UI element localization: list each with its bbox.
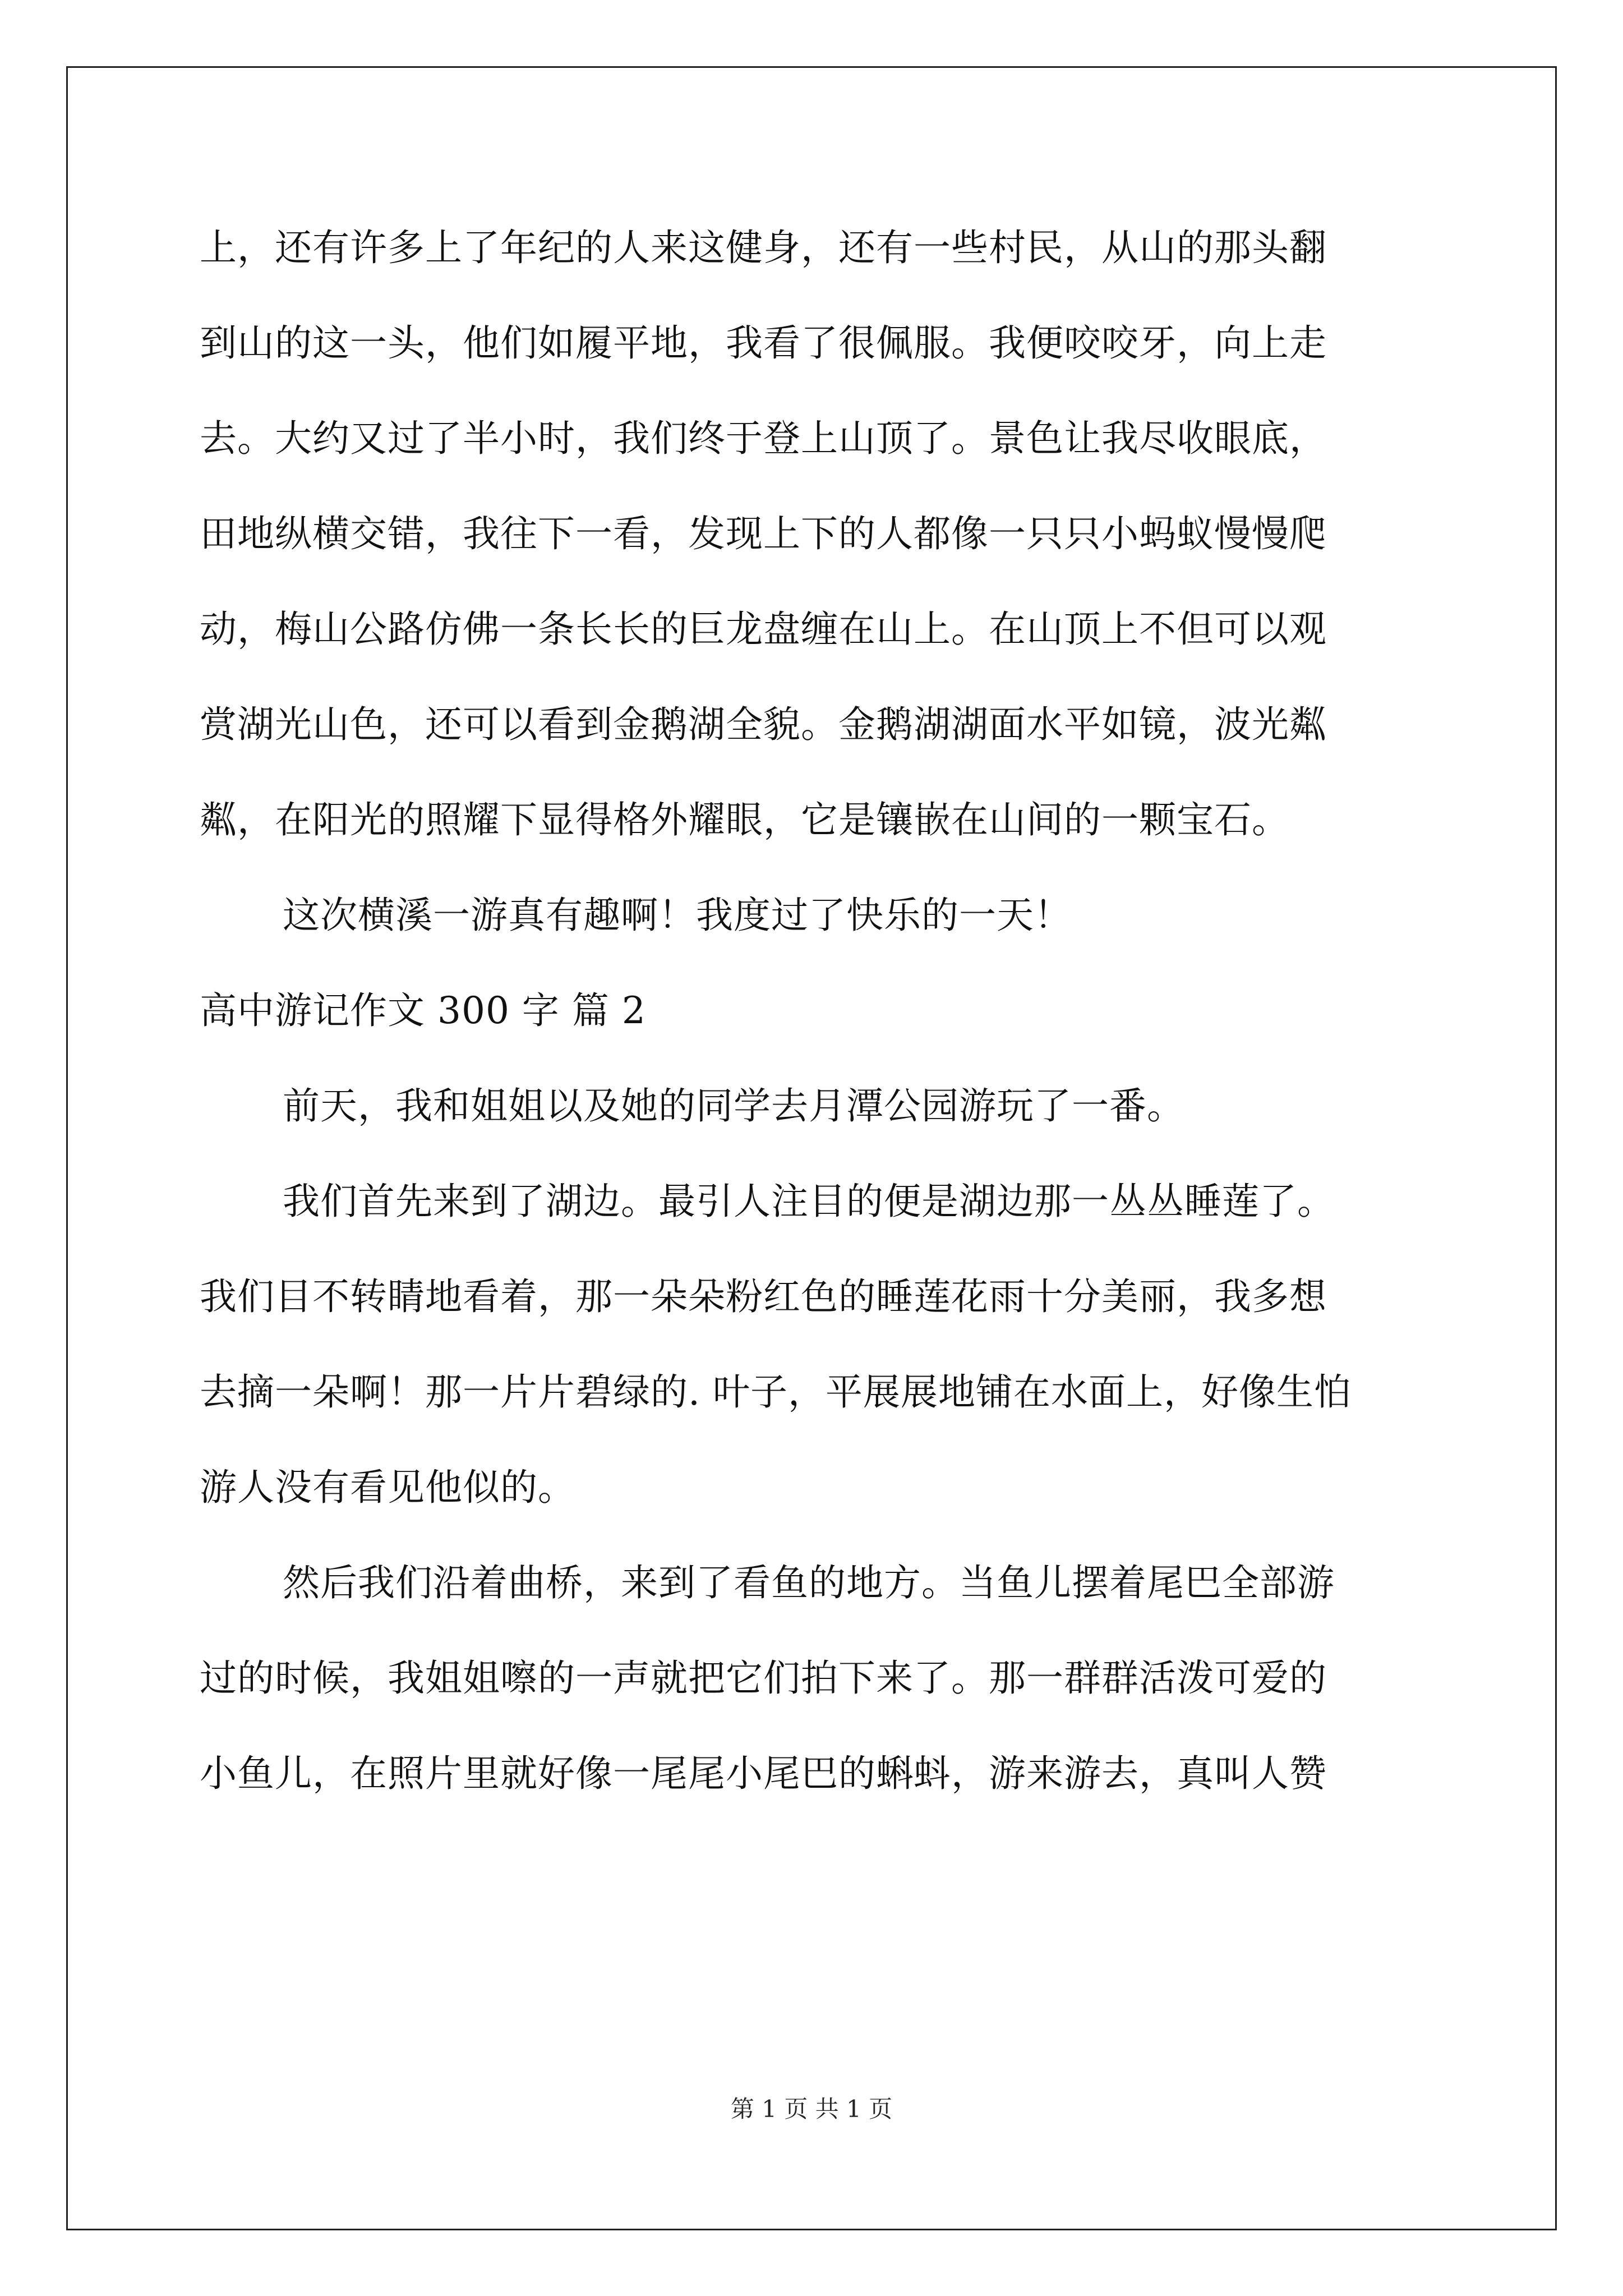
text-line: 小鱼儿，在照片里就好像一尾尾小尾巴的蝌蚪，游来游去，真叫人赞: [200, 1752, 1327, 1795]
text-line: 过的时候，我姐姐嚓的一声就把它们拍下来了。那一群群活泼可爱的: [200, 1657, 1327, 1700]
text-line: 上，还有许多上了年纪的人来这健身，还有一些村民，从山的那头翻: [200, 226, 1327, 269]
text-line: 赏湖光山色，还可以看到金鹅湖全貌。金鹅湖湖面水平如镜，波光粼: [200, 703, 1327, 746]
text-line: 粼，在阳光的照耀下显得格外耀眼，它是镶嵌在山间的一颗宝石。: [200, 798, 1289, 841]
section-heading: 高中游记作文 300 字 篇 2: [200, 989, 646, 1032]
text-line: 田地纵横交错，我往下一看，发现上下的人都像一只只小蚂蚁慢慢爬: [200, 512, 1327, 555]
text-line: 去。大约又过了半小时，我们终于登上山顶了。景色让我尽收眼底，: [200, 417, 1327, 460]
paragraph-first-line: 我们首先来到了湖边。最引人注目的便是湖边那一丛丛睡莲了。: [283, 1180, 1335, 1223]
text-line: 去摘一朵啊！那一片片碧绿的. 叶子，平展展地铺在水面上，好像生怕: [200, 1370, 1352, 1414]
page-frame: [66, 66, 1557, 2230]
paragraph-first-line: 这次横溪一游真有趣啊！我度过了快乐的一天！: [283, 894, 1072, 937]
paragraph-first-line: 前天，我和姐姐以及她的同学去月潭公园游玩了一番。: [283, 1084, 1184, 1128]
page-footer: 第 1 页 共 1 页: [730, 2095, 893, 2123]
text-line: 我们目不转睛地看着，那一朵朵粉红色的睡莲花雨十分美丽，我多想: [200, 1275, 1327, 1318]
text-line: 动，梅山公路仿佛一条长长的巨龙盘缠在山上。在山顶上不但可以观: [200, 608, 1327, 651]
text-line: 游人没有看见他似的。: [200, 1466, 575, 1509]
text-line: 到山的这一头，他们如履平地，我看了很佩服。我便咬咬牙，向上走: [200, 321, 1327, 365]
paragraph-first-line: 然后我们沿着曲桥，来到了看鱼的地方。当鱼儿摆着尾巴全部游: [283, 1561, 1335, 1604]
